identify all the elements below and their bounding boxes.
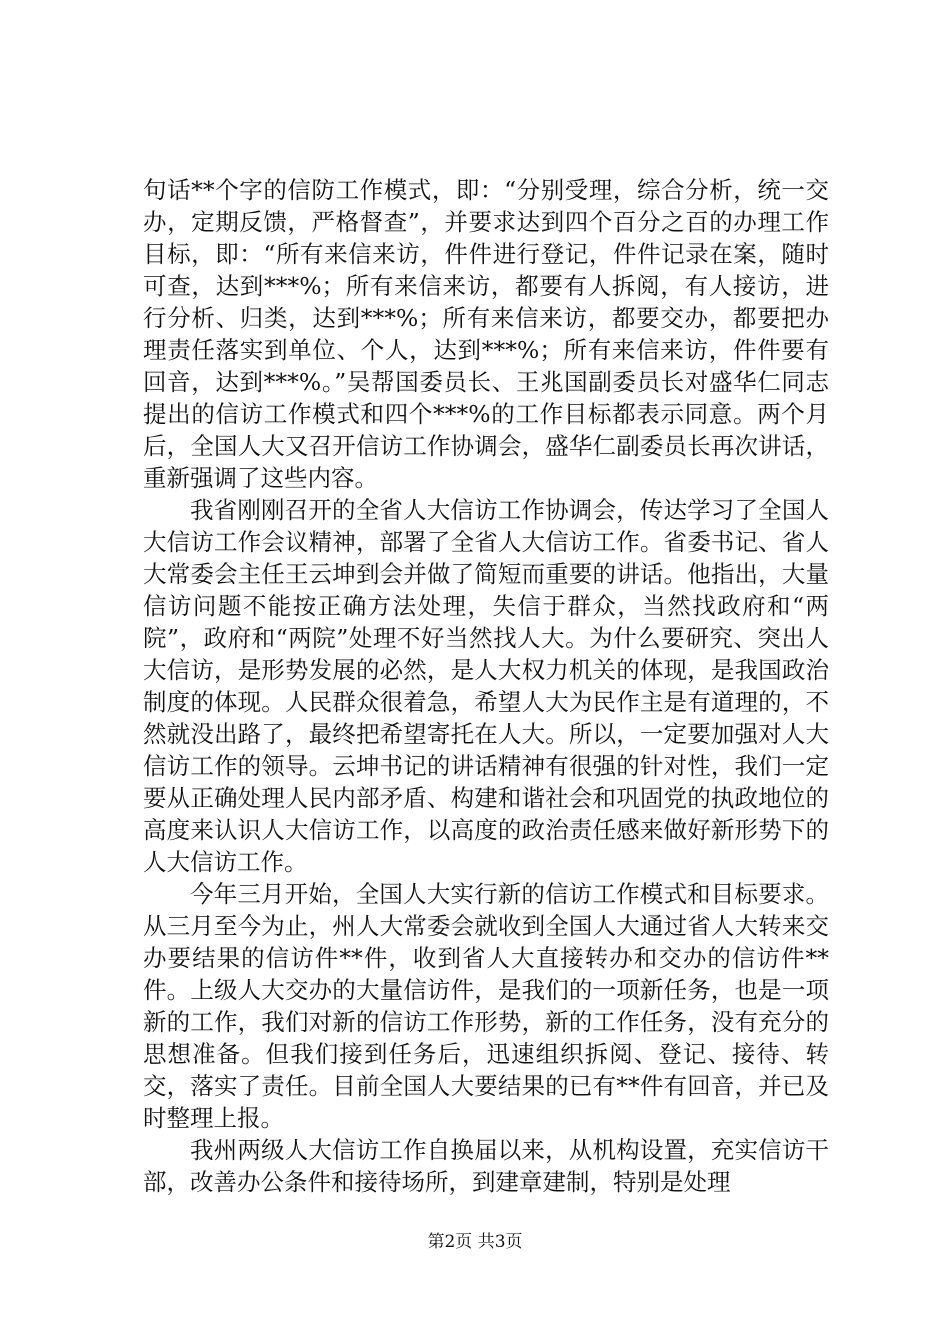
paragraph-3: 今年三月开始，全国人大实行新的信访工作模式和目标要求。从三月至今为止，州人大常委会就收到全国人大通过省人大转来交办要结果的信访件**件，收到省人大直接转办和交办的信访件**件。上级人大交办的大量信访件，是我们的一项新任务，也是一项新的工作，我们对新的信访工作形势，新的工作任务，没有充分的思想准备。但我们接到任务后，迅速组织拆阅、登记、接待、转交，落实了责任。目前全国人大要结果的已有**件有回音，并已及时整理上报。 [143, 880, 829, 1132]
paragraph-4: 我州两级人大信访工作自换届以来，从机构设置，充实信访干部，改善办公条件和接待场所，到建章建制，特别是处理 [143, 1136, 829, 1196]
page-footer [0, 1232, 950, 1252]
page-number: 第2页 共3页 [427, 1232, 523, 1252]
document-body [143, 174, 829, 1198]
paragraph-1: 句话**个字的信防工作模式，即：“分别受理，综合分析，统一交办，定期反馈，严格督查”，并要求达到四个百分之百的办理工作目标，即：“所有来信来访，件件进行登记，件件记录在案，随时可查，达到***%；所有来信来访，都要有人拆阅，有人接访，进行分析、归类，达到***%；所有来信来访，都要交办，都要把办理责任落实到单位、个人，达到***%；所有来信来访，件件要有回音，达到***%。”吴帮国委员长、王兆国副委员长对盛华仁同志提出的信访工作模式和四个***%的工作目标都表示同意。两个月后，全国人大又召开信访工作协调会，盛华仁副委员长再次讲话，重新强调了这些内容。 [143, 176, 829, 492]
paragraph-2: 我省刚刚召开的全省人大信访工作协调会，传达学习了全国人大信访工作会议精神，部署了全省人大信访工作。省委书记、省人大常委会主任王云坤到会并做了简短而重要的讲话。他指出，大量信访问题不能按正确方法处理，失信于群众，当然找政府和“两院”，政府和“两院”处理不好当然找人大。为什么要研究、突出人大信访，是形势发展的必然，是人大权力机关的体现，是我国政治制度的体现。人民群众很着急，希望人大为民作主是有道理的，不然就没出路了，最终把希望寄托在人大。所以，一定要加强对人大信访工作的领导。云坤书记的讲话精神有很强的针对性，我们一定要从正确处理人民内部矛盾、构建和谐社会和巩固党的执政地位的高度来认识人大信访工作，以高度的政治责任感来做好新形势下的人大信访工作。 [143, 496, 829, 876]
